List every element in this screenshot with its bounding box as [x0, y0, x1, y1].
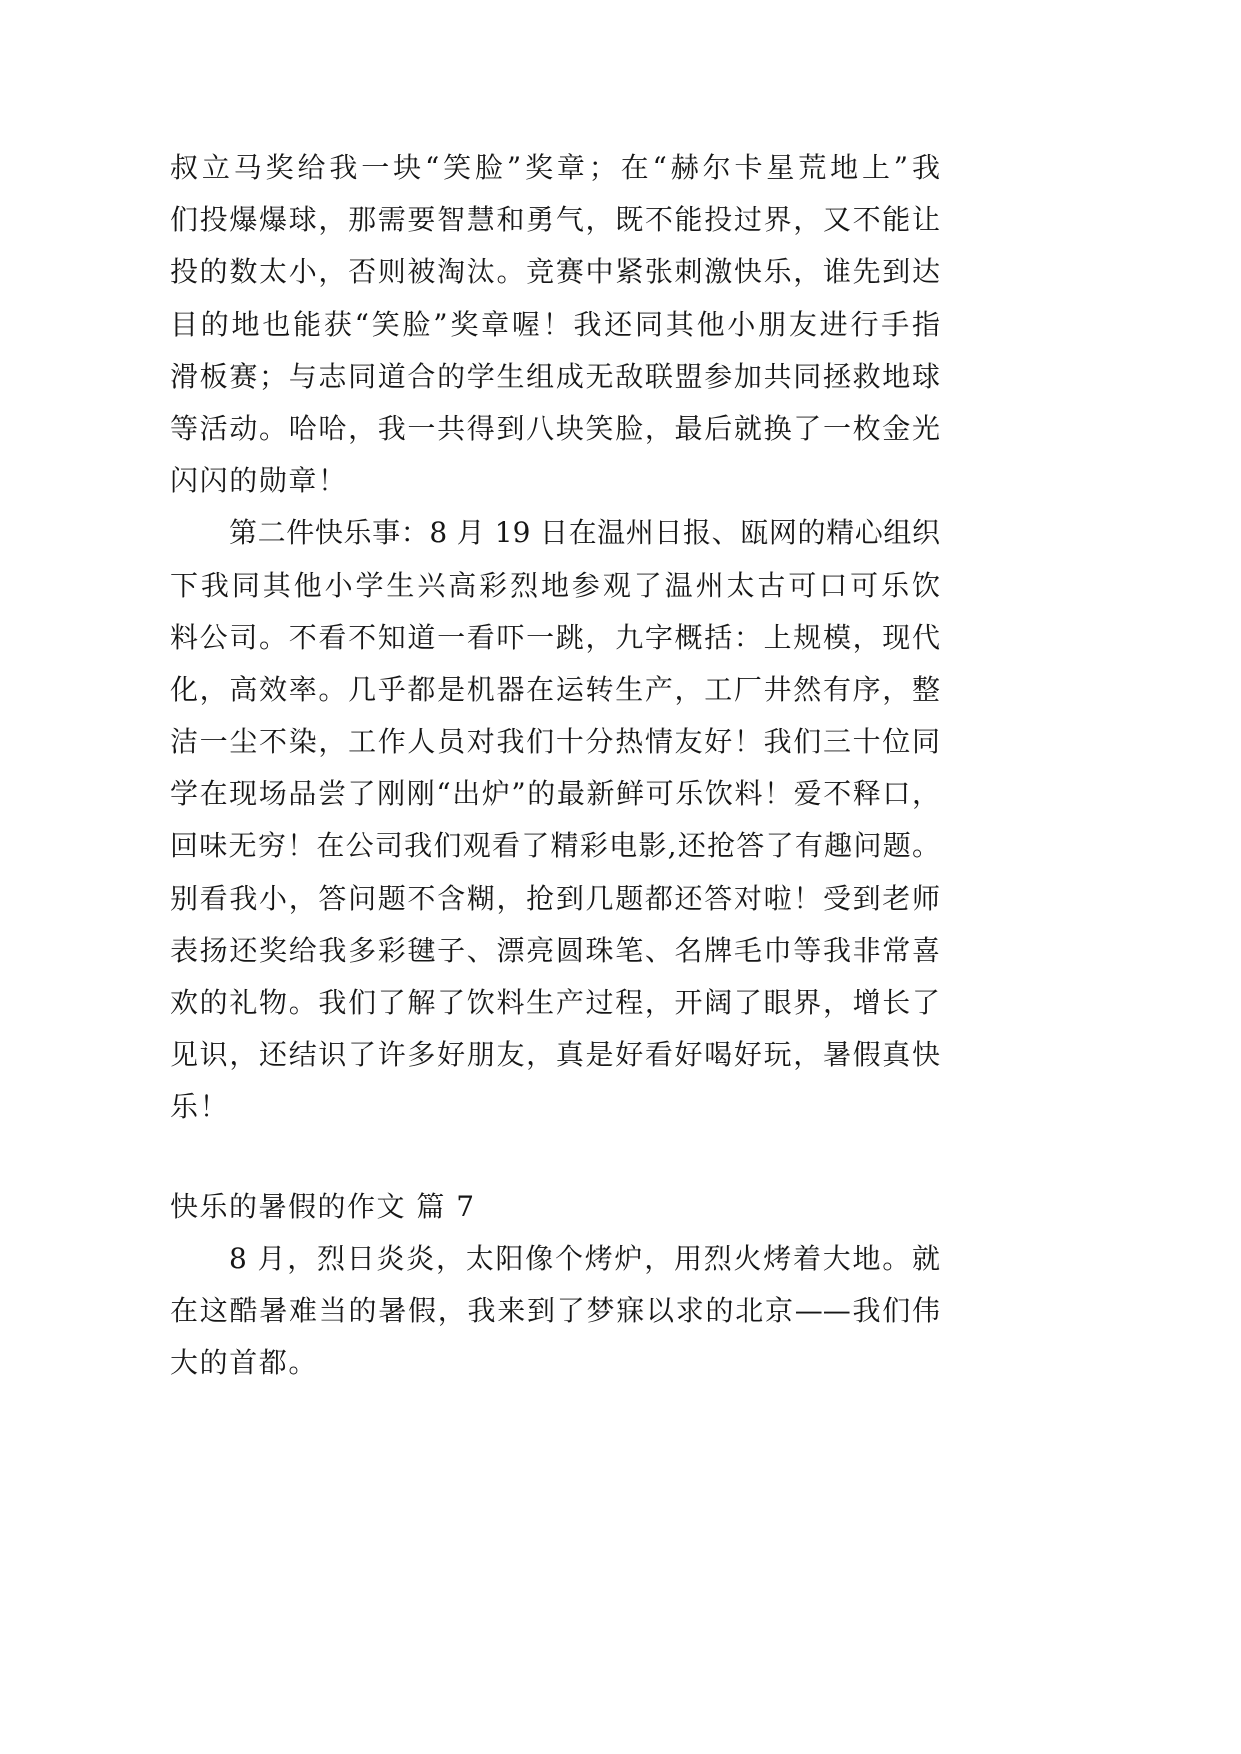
- text-line: 目的地也能获“笑脸”奖章喔！我还同其他小朋友进行手指: [170, 307, 940, 341]
- text-line: 化，高效率。几乎都是机器在运转生产，工厂井然有序，整: [170, 672, 940, 706]
- text-line: 第二件快乐事：8 月 19 日在温州日报、瓯网的精心组织: [229, 516, 940, 550]
- text-line: 回味无穷！在公司我们观看了精彩电影,还抢答了有趣问题。: [170, 829, 940, 863]
- text-line: 8 月，烈日炎炎，太阳像个烤炉，用烈火烤着大地。就: [229, 1241, 940, 1275]
- text-line: 下我同其他小学生兴高彩烈地参观了温州太古可口可乐饮: [170, 568, 940, 602]
- document-page: [170, 142, 940, 1389]
- paragraph: [170, 1233, 940, 1390]
- paragraph: [170, 507, 940, 1133]
- text-line: 滑板赛；与志同道合的学生组成无敌联盟参加共同拯救地球: [170, 359, 940, 393]
- text-line: 乐！: [170, 1090, 230, 1124]
- text-line: 学在现场品尝了刚刚“出炉”的最新鲜可乐饮料！爱不释口，: [170, 777, 940, 811]
- text-line: 洁一尘不染，工作人员对我们十分热情友好！我们三十位同: [170, 725, 940, 759]
- text-line: 料公司。不看不知道一看吓一跳，九字概括：上规模，现代: [170, 620, 940, 654]
- text-line: 别看我小，答问题不含糊，抢到几题都还答对啦！受到老师: [170, 881, 940, 915]
- text-line: 叔立马奖给我一块“笑脸”奖章；在“赫尔卡星荒地上”我: [170, 151, 940, 184]
- section-heading: 快乐的暑假的作文 篇 7: [170, 1189, 476, 1223]
- text-line: 大的首都。: [170, 1346, 319, 1380]
- text-line: 欢的礼物。我们了解了饮料生产过程，开阔了眼界，增长了: [170, 986, 940, 1019]
- text-line: 表扬还奖给我多彩毽子、漂亮圆珠笔、名牌毛巾等我非常喜: [170, 933, 940, 967]
- text-line: 们投爆爆球，那需要智慧和勇气，既不能投过界，又不能让: [170, 203, 940, 237]
- text-line: 见识，还结识了许多好朋友，真是好看好喝好玩，暑假真快: [170, 1038, 940, 1072]
- paragraph: [170, 142, 940, 507]
- text-line: 等活动。哈哈，我一共得到八块笑脸，最后就换了一枚金光: [170, 411, 940, 445]
- text-line: 闪闪的勋章！: [170, 464, 348, 498]
- text-line: 投的数太小，否则被淘汰。竞赛中紧张刺激快乐，谁先到达: [170, 255, 940, 289]
- text-line: 在这酷暑难当的暑假，我来到了梦寐以求的北京——我们伟: [170, 1293, 940, 1327]
